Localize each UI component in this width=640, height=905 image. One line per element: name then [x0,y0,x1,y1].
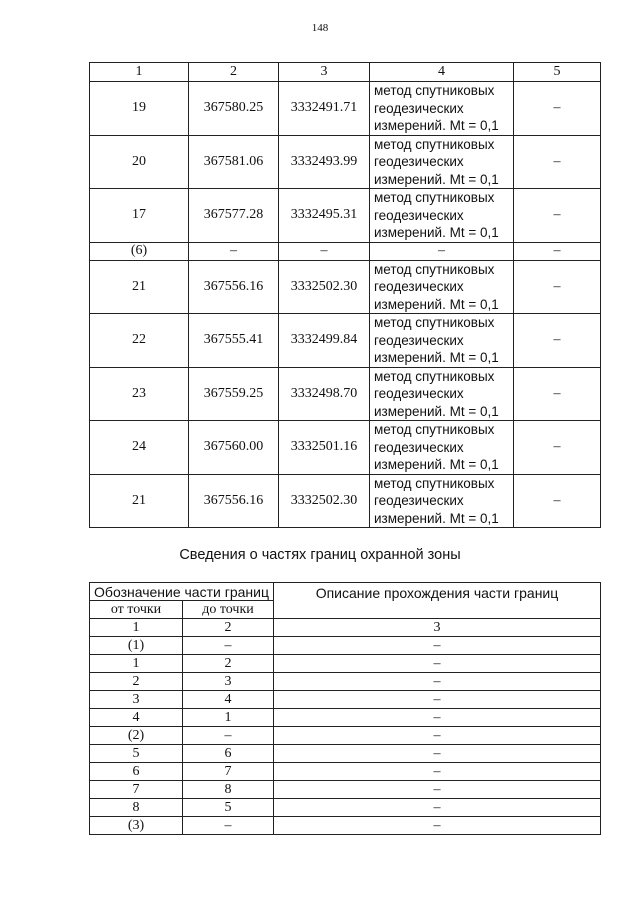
description-cell: – [274,637,601,655]
column-number-header: 3 [274,619,601,637]
header-part-description: Описание прохождения части границ [274,583,601,619]
method-line: метод спутниковых [374,190,495,205]
method-cell [370,367,514,421]
table-row [90,367,601,421]
method-cell [370,135,514,189]
coordinates-table [89,62,601,528]
x-coordinate-cell: 367556.16 [189,474,279,528]
table-row [90,763,601,781]
boundary-parts-table [89,582,601,835]
note-cell: – [514,260,601,314]
note-cell: – [514,421,601,475]
description-cell: – [274,727,601,745]
method-cell [370,474,514,528]
column-number-header: 1 [90,619,183,637]
note-cell: – [514,135,601,189]
method-line: измерений. Mt = 0,1 [374,510,499,526]
to-point-cell: 5 [183,799,274,817]
point-number-cell: 23 [90,367,189,421]
table-row [90,691,601,709]
header-to-point: до точки [183,601,274,619]
table-row [90,189,601,243]
description-cell: – [274,745,601,763]
boundary-parts-table-body [90,583,601,835]
table-row [90,781,601,799]
description-cell: – [274,691,601,709]
table-row [90,817,601,835]
table-row [90,709,601,727]
page-number: 148 [311,22,329,34]
to-point-cell: 8 [183,781,274,799]
description-cell: – [274,817,601,835]
table-row [90,260,601,314]
y-coordinate-cell: – [279,242,370,260]
table-row [90,242,601,260]
method-line: метод спутниковых [374,368,495,384]
method-line: метод спутниковых [374,315,495,330]
method-line: метод спутниковых [374,422,495,437]
table-row [90,745,601,763]
parts-column-numbers-row [90,619,601,637]
description-cell: – [274,799,601,817]
to-point-cell: – [183,817,274,835]
method-cell [370,189,514,243]
description-cell: – [274,781,601,799]
method-line: измерений. Mt = 0,1 [374,403,499,419]
parts-header-row [90,583,601,601]
method-line: – [438,243,445,258]
table-row [90,314,601,368]
method-line: геодезических [374,100,464,116]
method-line: геодезических [374,493,464,508]
from-point-cell: (1) [90,637,183,655]
y-coordinate-cell: 3332502.30 [279,474,370,528]
method-line: измерений. Mt = 0,1 [374,296,499,312]
description-cell: – [274,673,601,691]
from-point-cell: (2) [90,727,183,745]
method-line: геодезических [374,207,464,223]
table-row [90,727,601,745]
table-row [90,135,601,189]
column-number-header: 2 [189,63,279,82]
y-coordinate-cell: 3332498.70 [279,367,370,421]
method-line: метод спутниковых [374,261,495,277]
column-number-header: 3 [279,63,370,82]
method-line: метод спутниковых [374,136,495,152]
method-line: измерений. Mt = 0,1 [374,171,499,187]
description-cell: – [274,655,601,673]
note-cell: – [514,242,601,260]
column-number-header: 1 [90,63,189,82]
method-cell [370,260,514,314]
method-line: геодезических [374,154,464,169]
from-point-cell: 4 [90,709,183,727]
x-coordinate-cell: 367580.25 [189,82,279,136]
point-number-cell: 22 [90,314,189,368]
table-row [90,655,601,673]
table-row [90,673,601,691]
method-cell [370,314,514,368]
section-title: Сведения о частях границ охранной зоны [179,547,461,563]
method-cell [370,242,514,260]
point-number-cell: (6) [90,242,189,260]
point-number-cell: 21 [90,474,189,528]
y-coordinate-cell: 3332495.31 [279,189,370,243]
table-row [90,421,601,475]
point-number-cell: 19 [90,82,189,136]
y-coordinate-cell: 3332499.84 [279,314,370,368]
description-cell: – [274,763,601,781]
to-point-cell: 2 [183,655,274,673]
method-cell [370,82,514,136]
from-point-cell: 5 [90,745,183,763]
from-point-cell: 6 [90,763,183,781]
note-cell: – [514,314,601,368]
y-coordinate-cell: 3332491.71 [279,82,370,136]
point-number-cell: 21 [90,260,189,314]
description-cell: – [274,709,601,727]
method-line: геодезических [374,439,464,455]
method-line: измерений. Mt = 0,1 [374,457,499,472]
to-point-cell: 3 [183,673,274,691]
note-cell: – [514,189,601,243]
x-coordinate-cell: 367560.00 [189,421,279,475]
x-coordinate-cell: 367556.16 [189,260,279,314]
from-point-cell: (3) [90,817,183,835]
column-number-header: 4 [370,63,514,82]
table-row [90,637,601,655]
table-row [90,799,601,817]
note-cell: – [514,82,601,136]
x-coordinate-cell: – [189,242,279,260]
from-point-cell: 3 [90,691,183,709]
column-number-header: 5 [514,63,601,82]
method-line: измерений. Mt = 0,1 [374,118,499,133]
x-coordinate-cell: 367555.41 [189,314,279,368]
method-line: измерений. Mt = 0,1 [374,350,499,365]
y-coordinate-cell: 3332502.30 [279,260,370,314]
table-row [90,82,601,136]
coordinates-table-body [90,63,601,528]
method-cell [370,421,514,475]
note-cell: – [514,474,601,528]
method-line: геодезических [374,279,464,294]
from-point-cell: 8 [90,799,183,817]
point-number-cell: 24 [90,421,189,475]
x-coordinate-cell: 367559.25 [189,367,279,421]
y-coordinate-cell: 3332501.16 [279,421,370,475]
from-point-cell: 2 [90,673,183,691]
x-coordinate-cell: 367577.28 [189,189,279,243]
to-point-cell: 6 [183,745,274,763]
from-point-cell: 7 [90,781,183,799]
method-line: измерений. Mt = 0,1 [374,225,499,240]
to-point-cell: – [183,637,274,655]
y-coordinate-cell: 3332493.99 [279,135,370,189]
method-line: геодезических [374,332,464,348]
header-from-point: от точки [90,601,183,619]
to-point-cell: 7 [183,763,274,781]
point-number-cell: 20 [90,135,189,189]
column-number-header: 2 [183,619,274,637]
header-part-designation: Обозначение части границ [90,583,274,601]
note-cell: – [514,367,601,421]
coordinates-header-row [90,63,601,82]
method-line: метод спутниковых [374,475,495,491]
to-point-cell: – [183,727,274,745]
to-point-cell: 1 [183,709,274,727]
point-number-cell: 17 [90,189,189,243]
method-line: геодезических [374,386,464,401]
method-line: метод спутниковых [374,83,495,98]
from-point-cell: 1 [90,655,183,673]
x-coordinate-cell: 367581.06 [189,135,279,189]
to-point-cell: 4 [183,691,274,709]
table-row [90,474,601,528]
